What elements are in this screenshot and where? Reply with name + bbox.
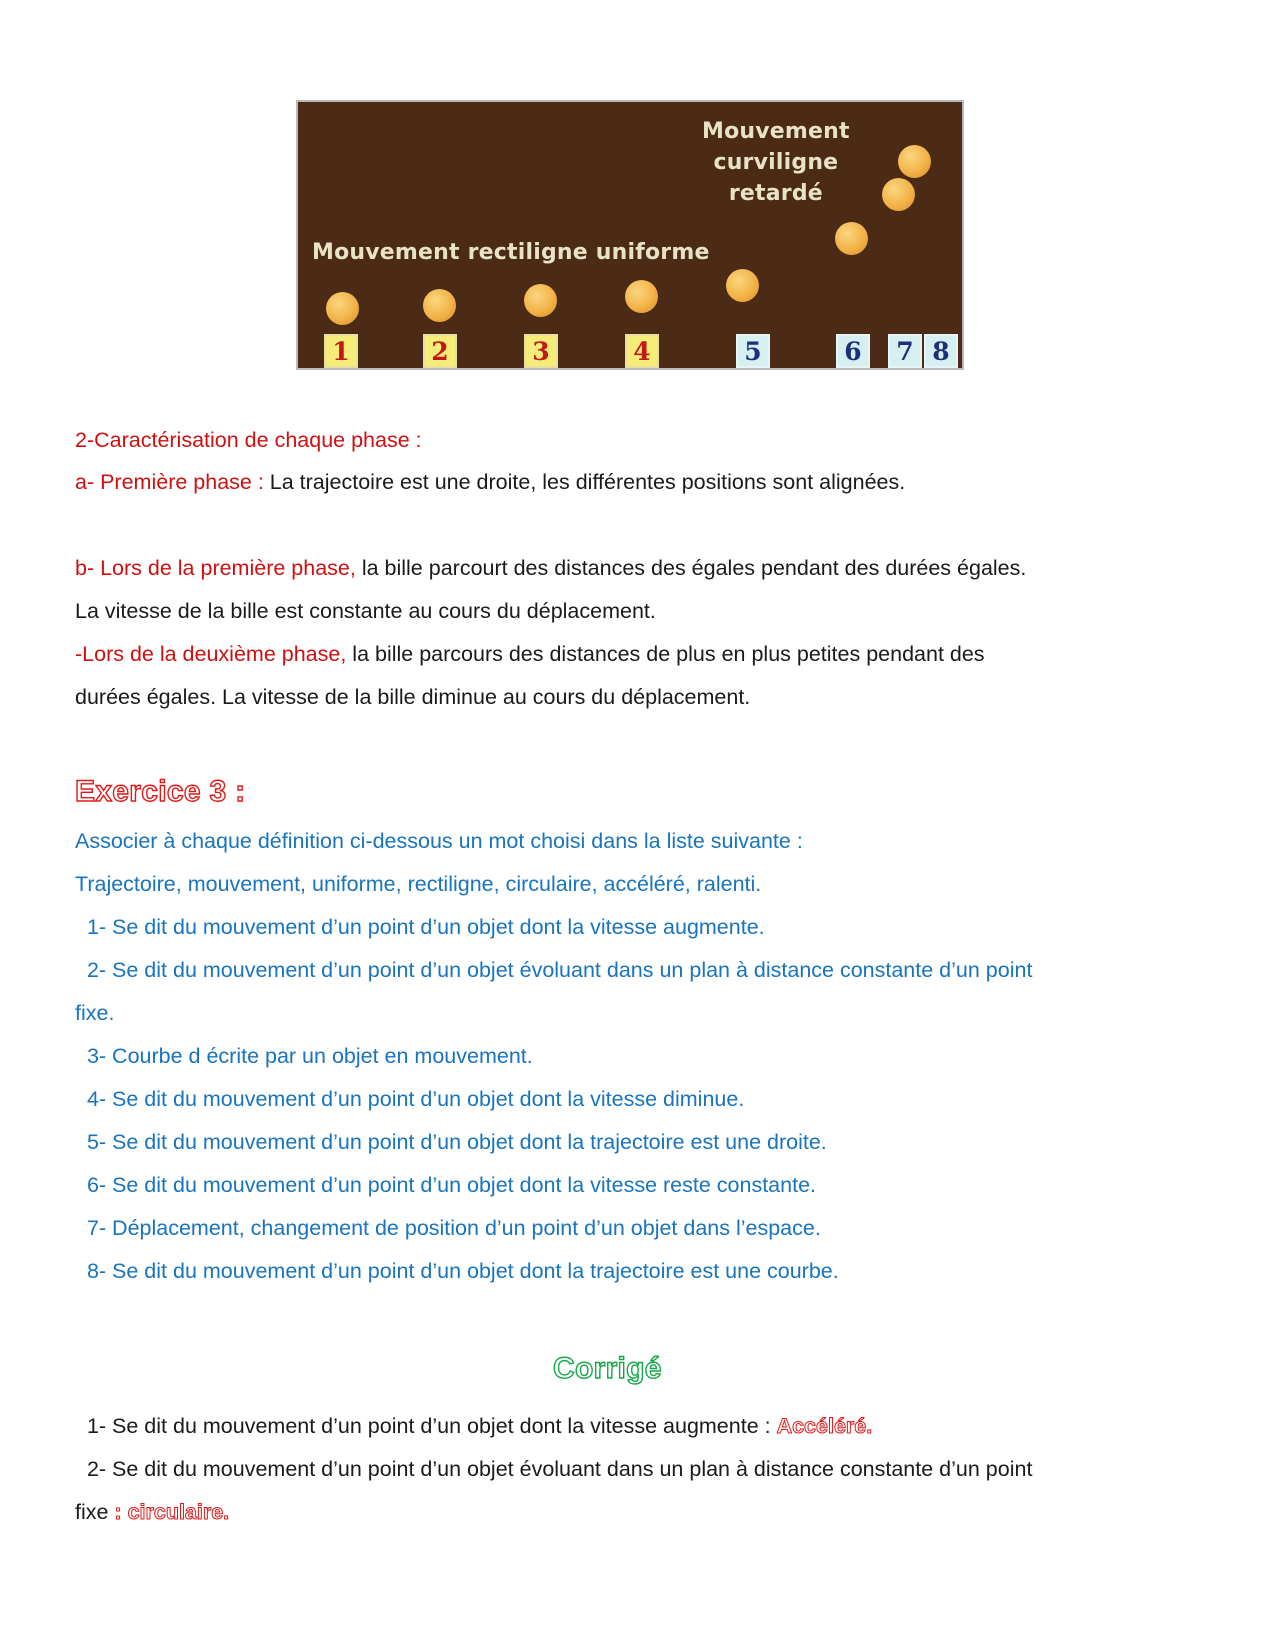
exercise3-item: 1- Se dit du mouvement d’un point d’un objet dont la vitesse augmente. [75,915,765,939]
label-uniform: Mouvement rectiligne uniforme [312,240,710,265]
ball-2 [423,289,456,322]
number-box-4: 4 [625,334,659,368]
section2-b: b- Lors de la première phase, la bille parcourt des distances des égales pendant des durées égales. [75,556,1027,580]
corrige-answer-1: Accéléré. [776,1414,873,1438]
section2-c: -Lors de la deuxième phase, la bille parcours des distances de plus en plus petites pendant des [75,642,985,666]
exercise3-title: Exercice 3 : [75,775,246,808]
corrige-line-3: fixe : circulaire. [75,1500,230,1524]
ball-4 [625,280,658,313]
exercise3-word-list: Trajectoire, mouvement, uniforme, rectiligne, circulaire, accéléré, ralenti. [75,872,762,896]
section2-title: 2-Caractérisation de chaque phase : [75,428,422,452]
ball-7 [882,178,915,211]
number-box-3: 3 [524,334,558,368]
number-box-6: 6 [836,334,870,368]
corrige-line-2: 2- Se dit du mouvement d’un point d’un objet évoluant dans un plan à distance constante d’un point [75,1457,1033,1481]
exercise3-item: 3- Courbe d écrite par un objet en mouvement. [75,1044,533,1068]
exercise3-item: 4- Se dit du mouvement d’un point d’un objet dont la vitesse diminue. [75,1087,745,1111]
ball-1 [326,292,359,325]
number-box-7: 7 [888,334,922,368]
exercise3-item: 5- Se dit du mouvement d’un point d’un objet dont la trajectoire est une droite. [75,1130,827,1154]
number-box-8: 8 [924,334,958,368]
corrige-line-1: 1- Se dit du mouvement d’un point d’un objet dont la vitesse augmente : Accéléré. [75,1414,873,1438]
exercise3-instruction: Associer à chaque définition ci-dessous un mot choisi dans la liste suivante : [75,829,803,853]
ball-5 [726,269,759,302]
section2-a: a- Première phase : La trajectoire est une droite, les différentes positions sont alignées. [75,470,906,494]
exercise3-item: fixe. [75,1001,115,1025]
label-curviligne: Mouvement curviligne retardé [702,119,850,206]
exercise3-item: 2- Se dit du mouvement d’un point d’un objet évoluant dans un plan à distance constante d’un point [75,958,1033,982]
corrige-answer-2: : circulaire. [114,1500,230,1524]
exercise3-item: 7- Déplacement, changement de position d’un point d’un objet dans l’espace. [75,1216,821,1240]
ball-8 [898,145,931,178]
corrige-title: Corrigé [553,1352,662,1385]
exercise3-item: 8- Se dit du mouvement d’un point d’un objet dont la trajectoire est une courbe. [75,1259,839,1283]
number-box-5: 5 [736,334,770,368]
number-box-2: 2 [423,334,457,368]
number-box-1: 1 [324,334,358,368]
exercise3-item: 6- Se dit du mouvement d’un point d’un objet dont la vitesse reste constante. [75,1173,817,1197]
section2-b-cont: La vitesse de la bille est constante au cours du déplacement. [75,599,656,623]
ball-3 [524,284,557,317]
section2-c-cont: durées égales. La vitesse de la bille diminue au cours du déplacement. [75,685,751,709]
ball-6 [835,222,868,255]
motion-figure [296,100,964,370]
